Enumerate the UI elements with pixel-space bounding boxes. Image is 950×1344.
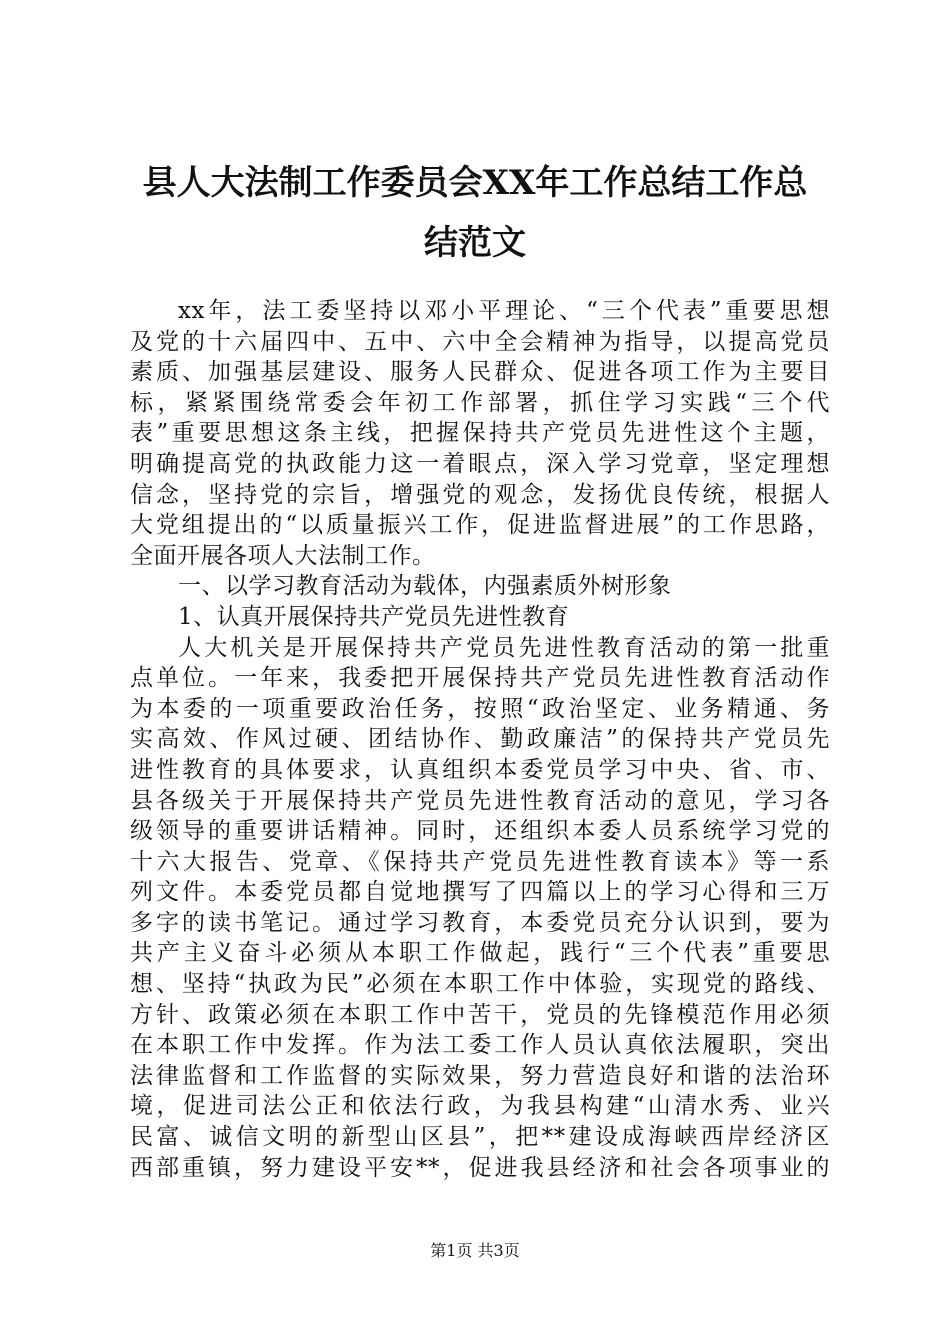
body-line: xx年，法工委坚持以邓小平理论、“三个代表”重要思想 <box>178 298 830 324</box>
body-line: 全面开展各项人大法制工作。 <box>130 542 436 569</box>
body-line: 素质、加强基层建设、服务人民群众、促进各项工作为主要目 <box>130 359 830 386</box>
body-line: 西部重镇，努力建设平安**，促进我县经济和社会各项事业的 <box>130 1154 830 1181</box>
body-line: 信念，坚持党的宗旨，增强党的观念，发扬优良传统，根据人 <box>130 481 830 508</box>
body-line: 想、坚持“执政为民”必须在本职工作中体验，实现党的路线、 <box>130 971 830 998</box>
section-heading: 一、以学习教育活动为载体，内强素质外树形象 <box>178 573 672 600</box>
document-title-line-1: 县人大法制工作委员会XX年工作总结工作总 <box>142 163 808 203</box>
page-footer: 第1页 共3页 <box>430 1241 520 1260</box>
body-line: 多字的读书笔记。通过学习教育，本委党员充分认识到，要为 <box>130 909 830 936</box>
body-line: 县各级关于开展保持共产党员先进性教育活动的意见，学习各 <box>130 787 830 814</box>
subsection-heading: 1、认真开展保持共产党员先进性教育 <box>178 603 570 630</box>
body-line: 人大机关是开展保持共产党员先进性教育活动的第一批重 <box>178 634 830 661</box>
document-body <box>130 296 830 1183</box>
body-line: 民富、诚信文明的新型山区县”，把**建设成海峡西岸经济区 <box>130 1124 830 1151</box>
body-line: 为本委的一项重要政治任务，按照“政治坚定、业务精通、务 <box>130 695 830 722</box>
body-line: 级领导的重要讲话精神。同时，还组织本委人员系统学习党的 <box>130 818 830 845</box>
body-line: 实高效、作风过硬、团结协作、勤政廉洁”的保持共产党员先 <box>130 726 830 753</box>
body-line: 大党组提出的“以质量振兴工作，促进监督进展”的工作思路， <box>130 512 830 539</box>
body-line: 进性教育的具体要求，认真组织本委党员学习中央、省、市、 <box>130 756 830 783</box>
body-line: 及党的十六届四中、五中、六中全会精神为指导，以提高党员 <box>130 328 830 355</box>
body-line: 方针、政策必须在本职工作中苦干，党员的先锋模范作用必须 <box>130 1001 830 1028</box>
body-line: 境，促进司法公正和依法行政，为我县构建“山清水秀、业兴 <box>130 1093 830 1120</box>
body-line: 列文件。本委党员都自觉地撰写了四篇以上的学习心得和三万 <box>130 879 830 906</box>
body-line: 点单位。一年来，我委把开展保持共产党员先进性教育活动作 <box>130 665 830 692</box>
body-line: 十六大报告、党章、《保持共产党员先进性教育读本》等一系 <box>130 848 830 875</box>
body-line: 表”重要思想这条主线，把握保持共产党员先进性这个主题， <box>130 420 830 447</box>
body-line: 明确提高党的执政能力这一着眼点，深入学习党章，坚定理想 <box>130 450 830 477</box>
body-line: 在本职工作中发挥。作为法工委工作人员认真依法履职，突出 <box>130 1032 830 1059</box>
body-line: 标，紧紧围绕常委会年初工作部署，抓住学习实践“三个代 <box>130 389 830 416</box>
document-title-line-2: 结范文 <box>424 223 526 263</box>
body-line: 法律监督和工作监督的实际效果，努力营造良好和谐的法治环 <box>130 1062 830 1089</box>
body-line: 共产主义奋斗必须从本职工作做起，践行“三个代表”重要思 <box>130 940 830 967</box>
